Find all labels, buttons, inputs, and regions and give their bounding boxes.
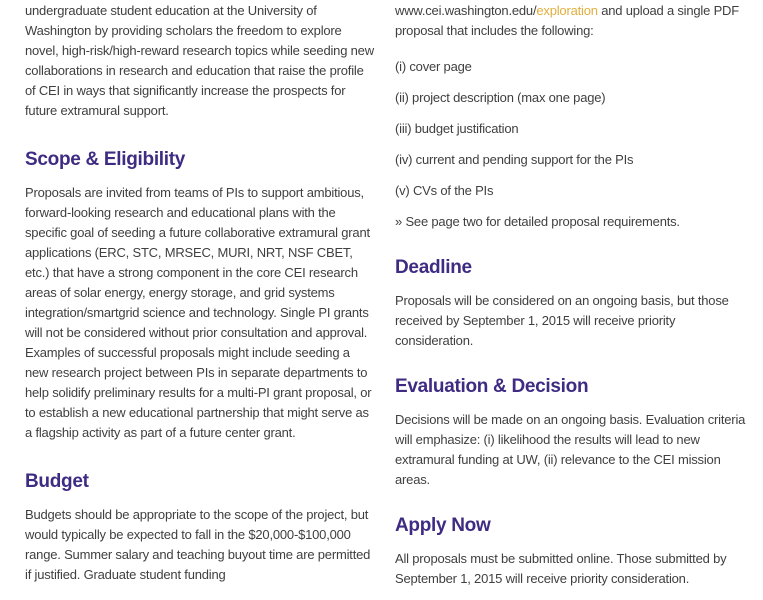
apply-now-heading: Apply Now [395,515,491,536]
requirement-item-project-description: (ii) project description (max one page) [395,90,606,105]
evaluation-decision-heading: Evaluation & Decision [395,376,589,397]
scope-eligibility-heading: Scope & Eligibility [25,149,186,170]
requirement-item-cover-page: (i) cover page [395,59,472,74]
right-column [395,1,747,600]
submission-instructions-text: and upload a single PDF proposal that includes the following: [395,3,739,38]
evaluation-decision-paragraph: Decisions will be made on an ongoing basis. Evaluation criteria will emphasize: (i) likelihood the results will lead to new extramural funding at UW, (ii) relevance to the CEI mission areas. [395,412,746,487]
deadline-paragraph: Proposals will be considered on an ongoing basis, but those received by September 1, 2015 will receive priority consideration. [395,293,729,348]
apply-now-paragraph: All proposals must be submitted online. Those submitted by September 1, 2015 will receive priority consideration. [395,551,727,586]
budget-paragraph: Budgets should be appropriate to the scope of the project, but would typically be expected to fall in the $20,000-$100,000 range. Summer salary and teaching buyout time are permitted if justified. Graduate student funding [25,507,371,582]
deadline-heading: Deadline [395,257,472,278]
budget-heading: Budget [25,471,89,492]
proposal-requirements-list [395,57,747,201]
requirement-item-budget-justification: (iii) budget justification [395,121,519,136]
requirement-item-cvs: (v) CVs of the PIs [395,183,494,198]
requirement-item-current-pending-support: (iv) current and pending support for the PIs [395,152,634,167]
intro-paragraph: undergraduate student education at the University of Washington by providing scholars the freedom to explore novel, high-risk/high-reward research topics while seeding new collaborations in research and education that raise the profile of CEI in ways that significantly increase the prospects for future extramural support. [25,3,374,118]
exploration-link[interactable]: exploration [536,3,598,18]
left-column [25,1,375,600]
submission-url-prefix: www.cei.washington.edu/ [395,3,537,18]
see-page-two-note: » See page two for detailed proposal requirements. [395,214,680,229]
submission-instructions-paragraph [395,1,747,41]
scope-eligibility-paragraph: Proposals are invited from teams of PIs to support ambitious, forward-looking research and educational plans with the specific goal of seeding a future collaborative extramural grant applications (ERC, STC, MRSEC, MURI, NRT, NSF CBET, etc.) that have a strong component in the core CEI research areas of solar energy, energy storage, and grid systems integration/smartgrid science and technology. Single PI grants will not be considered without prior consultation and approval. Examples of successful proposals might include seeding a new research project between PIs in separate departments to help solidify preliminary results for a multi-PI grant proposal, or to establish a new educational partnership that might serve as a flagship activity as part of a future center grant. [25,185,372,440]
